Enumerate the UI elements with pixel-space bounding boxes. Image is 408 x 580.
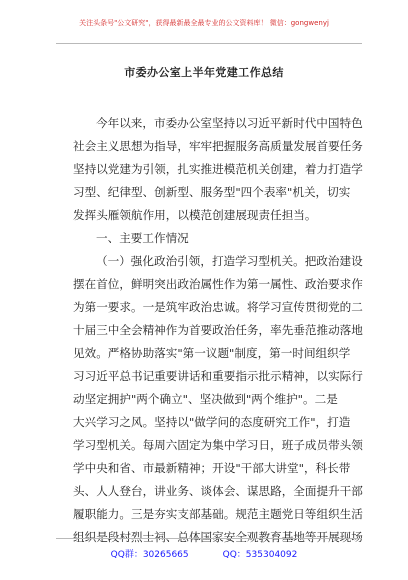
document-body [73, 112, 363, 549]
body-line: 习习近平总书记重要讲话和重要指示批示精神，以实际行 [73, 369, 363, 383]
body-line: 今年以来，市委办公室坚持以习近平新时代中国特色 [96, 116, 363, 130]
body-line: 动坚定拥护"两个确立"、坚决做到"两个维护"。二是 [73, 392, 338, 406]
section-heading: 一、主要工作情况 [96, 231, 189, 245]
body-line: 学习型机关。每周六固定为集中学习日，班子成员带头领 [73, 438, 363, 452]
footer-qq-group: QQ群：30265665 [110, 550, 189, 560]
body-line: 坚持以党建为引领，扎实推进模范机关创建，着力打造学 [73, 162, 363, 176]
body-line: 习型、纪律型、创新型、服务型"四个表率"机关，切实 [73, 185, 351, 199]
body-line: 履职能力。三是夯实支部基础。规范主题党日等组织生活 [73, 507, 363, 521]
footer-divider [56, 538, 362, 539]
body-line: 见效。严格协助落实"第一议题"制度，第一时间组织学 [73, 346, 351, 360]
footer [0, 547, 408, 560]
footer-qq: QQ：535304092 [222, 550, 298, 560]
body-line: 为第一要求。一是筑牢政治忠诚。将学习宣传贯彻党的二 [73, 300, 363, 314]
document-title: 市委办公室上半年党建工作总结 [124, 66, 284, 79]
body-line: 十届三中全会精神作为首要政治任务，率先垂范推动落地 [73, 323, 363, 337]
body-line: （一）强化政治引领，打造学习型机关。把政治建设 [96, 254, 363, 268]
body-line: 学中央和省、市最新精神；开设"干部大讲堂"，科长带 [73, 461, 351, 475]
body-line: 摆在首位，鲜明突出政治属性作为第一属性、政治要求作 [73, 277, 363, 291]
body-line: 社会主义思想为指导，牢牢把握服务高质量发展首要任务 [73, 139, 363, 153]
header-divider [56, 43, 362, 44]
body-line: 大兴学习之风。坚持以"做学问的态度研究工作"，打造 [73, 415, 351, 429]
header-banner: 关注头条号"公文研究"，获得最新最全最专业的公文资料库！ 微信：gongwenyj [79, 19, 329, 27]
body-line: 头、人人登台，讲业务、谈体会、谋思路，全面提升干部 [73, 484, 363, 498]
body-line: 发挥头雁领航作用，以模范创建展现责任担当。 [73, 208, 317, 222]
body-line: 组织是段村烈士祠、总体国家安全观教育基地等开展现场 [73, 530, 363, 544]
